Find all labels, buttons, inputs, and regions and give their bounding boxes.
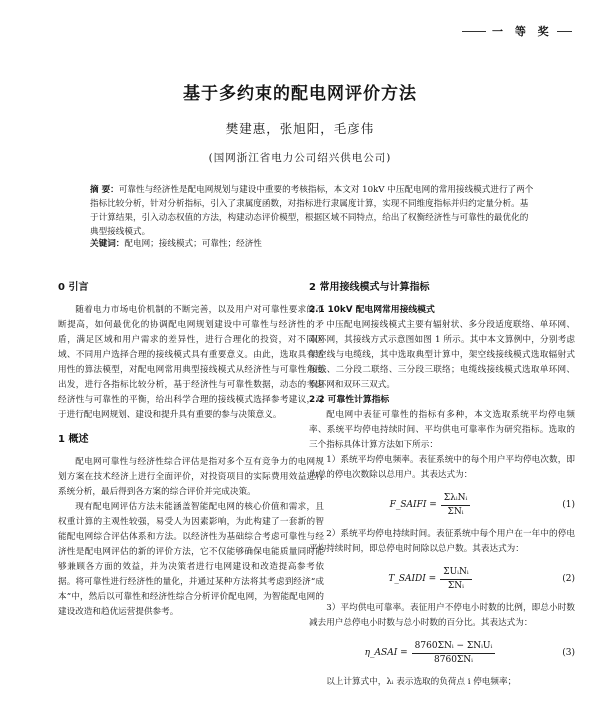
formula-1-denominator: ΣNᵢ: [447, 506, 464, 517]
section-1-paragraph-2: 现有配电网评估方法未能涵盖智能配电网的核心价值和需求，且权重计算的主观性较强，易受人为因素影响，为此构建了一套新的智能配电网综合评估体系和方法。以经济性为基础综合考虑可靠性与经济性是配电网评估的新的评价方法，它不仅能够确保电能质量同时能够兼顾各方面的效益，并为决策者进行电网建设和改造提高参考依据。将可靠性进行经济性的量化，并通过某种方法将其考虑到经济“成本”中，然后以可靠性和经济性综合分析评价配电网，为智能配电网的建设改造和趋优运营提供参考。: [58, 502, 324, 617]
abstract-text: 可靠性与经济性是配电网规划与建设中重要的考核指标，本文对 10kV 中压配电网的常用接线模式进行了两个指标比较分析，针对分析指标，引入了隶属度函数，对指标进行隶属度计算，实现不同维度指标并归约定量分析。基于计算结果，引入动态权值的方法，构建动态评价模型，根据区域不同特点，给出了权衡经济性与可靠性的最优化的典型接线模式。: [90, 185, 534, 237]
section-2-heading: 2 常用接线模式与计算指标: [309, 282, 430, 293]
formula-2-lhs: T_SAIDI =: [388, 573, 437, 584]
formula-2-fraction: [440, 566, 471, 593]
formula-1: [309, 483, 575, 527]
left-column: [58, 280, 324, 620]
right-column: [309, 280, 575, 690]
formula-1-number: (1): [562, 499, 575, 510]
section-0-heading: 0 引言: [58, 282, 89, 293]
section-2-2-heading: 2.2 可靠性计算指标: [309, 395, 390, 405]
item-3-text: 3）平均供电可靠率。表征用户不停电小时数的比例，即总小时数减去用户总停电小时数与总小时数的百分比。其表达式为：: [309, 603, 575, 628]
section-0-paragraph: 随着电力市场电价机制的不断完善，以及用户对可靠性要求的不断提高，如何最优化的协调配电网规划建设中可靠性与经济性的矛盾，满足区域和用户需求的差异性，进行合理化的投资，对不同区域、不同用户选择合理的接线模式具有重要意义。由此，选取具有适用性的算法模型，对配电网常用典型接线模式从经济性与可靠性角度出发，进行各指标比较分析，基于经济性与可靠性数据，动态的考虑经济性与可靠性的平衡，给出科学合理的接线模式选择参考建议，对于进行配电网规划、建设和提升具有重要的参与决策意义。: [58, 305, 324, 420]
section-2-1-heading: 2.1 10kV 配电网常用接线模式: [309, 305, 435, 315]
formula-1-fraction: [441, 492, 471, 519]
formula-3-denominator: 8760ΣNᵢ: [434, 654, 473, 665]
award-rule-right: [557, 31, 572, 32]
award-label: 一 等 奖: [492, 25, 553, 38]
paper-authors: 樊建惠，张旭阳，毛彦伟: [225, 121, 375, 136]
formula-2-numerator: ΣUᵢNᵢ: [440, 566, 471, 580]
formula-1-numerator: ΣλᵢNᵢ: [441, 492, 471, 506]
item-2-text: 2）系统平均停电持续时间。表征系统中每个用户在一年中的停电平均持续时间，即总停电时间除以总户数。其表达式为：: [309, 529, 575, 554]
formula-3-number: (3): [562, 647, 575, 658]
abstract-label: 摘 要：: [90, 185, 119, 195]
keywords: [90, 237, 535, 251]
paper-affiliation: (国网浙江省电力公司绍兴供电公司): [208, 152, 392, 164]
formula-2-denominator: ΣNᵢ: [447, 580, 464, 591]
formula-3-lhs: η_ASAI =: [364, 647, 408, 658]
award-banner: [462, 18, 572, 44]
formula-variable-note: 以上计算式中，λᵢ 表示选取的负荷点 i 停电频率；: [326, 677, 517, 687]
section-2-2-paragraph: 配电网中表征可靠性的指标有多种，本文选取系统平均停电频率、系统平均停电持续时间、平均供电可靠率作为研究指标。选取的三个指标具体计算方法如下所示：: [309, 410, 575, 450]
section-1-heading: 1 概述: [58, 434, 89, 445]
formula-2: [309, 557, 575, 601]
formula-3-numerator: 8760ΣNᵢ − ΣNᵢUᵢ: [412, 640, 496, 654]
abstract: [90, 183, 535, 239]
keywords-label: 关键词：: [90, 239, 125, 249]
keywords-text: 配电网；接线模式；可靠性；经济性: [124, 239, 262, 249]
formula-3-fraction: [412, 640, 496, 667]
section-2-1-paragraph: 中压配电网接线模式主要有辐射状、多分段适度联络、单环网、双环网，其接线方式示意图如图 1 所示。其中本文算例中，分别考虑架空线与电缆线，其中选取典型计算中，架空线接线模式选取辐射式接线、二分段二联络、三分段三联络；电缆线接线模式选取单环网、双环网和双环三双式。: [309, 320, 575, 390]
formula-1-lhs: F_SAIFI =: [389, 499, 437, 510]
award-rule-left: [462, 31, 486, 32]
section-1-paragraph-1: 配电网可靠性与经济性综合评估是指对多个互有竞争力的电网规划方案在技术经济上进行全面评价，对投资项目的实际费用效益进行系统分析，最后得到各方案的综合评价并完成决策。: [58, 457, 324, 497]
paper-title: 基于多约束的配电网评价方法: [183, 84, 417, 104]
formula-2-number: (2): [562, 573, 575, 584]
item-1-text: 1）系统平均停电频率。表征系统中的每个用户平均停电次数，即为总的停电次数除以总用户。其表达式为：: [309, 455, 575, 480]
formula-3: [309, 631, 575, 675]
